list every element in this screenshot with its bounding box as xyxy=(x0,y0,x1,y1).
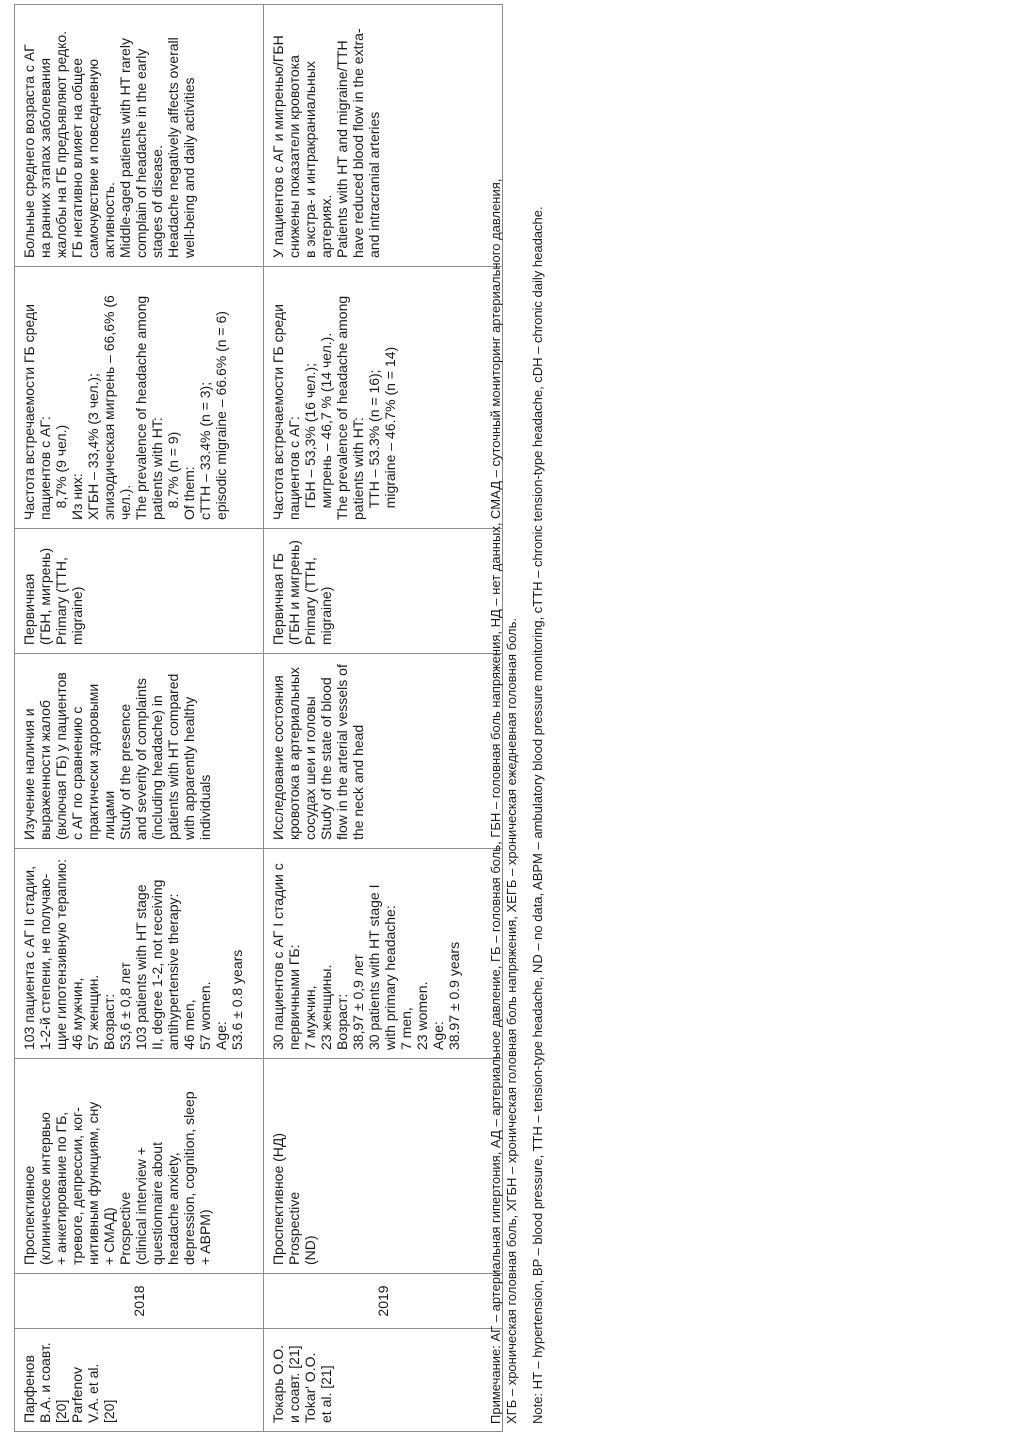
frequency-cell: Частота встречаемости ГБ среди пациентов с АГ: ГБН – 53,3% (16 чел.); мигрень – 46,7 % (14 чел.). The prevalence of headache among patients with HT: TTH – 53.3% (n = 16); migraine – 46.7% (n = 14) xyxy=(264,267,503,529)
aim-cell: Исследование состояния кровотока в артериальных сосудах шеи и головы Study of the state of blood flow in the arterial vessels of the neck and head xyxy=(264,654,503,849)
studies-table xyxy=(14,4,503,1432)
headache-type-cell: Первичная (ГБН, мигрень) Primary (TTH, migraine) xyxy=(15,529,264,654)
design-cell: Проспективное (НД) Prospective (ND) xyxy=(264,1059,503,1274)
note-ru: Примечание: АГ – артериальная гипертония, АД – артериальное давление, ГБ – головная боль, ГБН – головная боль напряжения, НД – нет данных, СМАД – суточный мониторинг артериального давления, ХГБ – хроническая головная боль, ХГБН – хроническая головная боль напряжения, ХЕГБ – хроническая ежедневная головная боль. xyxy=(488,178,519,1424)
conclusion-cell: Больные среднего возраста с АГ на ранних этапах заболевания жалобы на ГБ предъявляют редко. ГБ негативно влияет на общее самочувствие и повседневную активность. Middle-aged patients with HT rarely complain of headache in the early stages of disease. Headache negatively affects overall well-being and daily activities xyxy=(15,5,264,267)
table-row xyxy=(264,5,503,1432)
note-en: Note: HT – hypertension, BP – blood pressure, TTH – tension-type headache, ND – no data, ABPM – ambulatory blood pressure monitoring, cTTH – chronic tension-type headache, cDH – chronic daily headache. xyxy=(530,206,545,1424)
sample-cell: 30 пациентов с АГ I стадии с первичными ГБ: 7 мужчин, 23 женщины. Возраст: 38,97 ± 0,9 лет 30 patients with HT stage I with primary headache: 7 men, 23 women. Age: 38.97 ± 0.9 years xyxy=(264,849,503,1059)
headache-type-cell: Первичная ГБ (ГБН и мигрень) Primary (TTH, migraine) xyxy=(264,529,503,654)
table-row xyxy=(15,5,264,1432)
year-cell: 2018 xyxy=(15,1274,264,1329)
year-cell: 2019 xyxy=(264,1274,503,1329)
conclusion-cell: У пациентов с АГ и мигренью/ГБН снижены показатели кровотока в экстра- и интракраниальных артериях. Patients with HT and migraine/TTH have reduced blood flow in the extra- and intracranial arteries xyxy=(264,5,503,267)
aim-cell: Изучение наличия и выраженности жалоб (включая ГБ) у пациентов с АГ по сравнению с практически здоровыми лицами Study of the presence and severity of complaints (including headache) in patients with HT compared with apparently healthy individuals xyxy=(15,654,264,849)
sample-cell: 103 пациента с АГ II стадии, 1-2-й степени, не получаю- щие гипотензивную терапию: 46 мужчин, 57 женщин. Возраст: 53,6 ± 0,8 лет 103 patients with HT stage II, degree 1-2, not receiving antihypertensive therapy: 46 men, 57 women. Age: 53.6 ± 0.8 years xyxy=(15,849,264,1059)
author-cell: Парфенов В.А. и соавт. [20] Parfenov V.A. et al. [20] xyxy=(15,1329,264,1432)
table-notes xyxy=(488,4,552,1424)
frequency-cell: Частота встречаемости ГБ среди пациентов с АГ: 8,7% (9 чел.) Из них: ХГБН – 33,4% (3 чел.); эпизодическая мигрень – 66,6% (6 чел.). The prevalence of headache among patients with HT: 8.7% (n = 9) Of them: cTTH – 33.4% (n = 3); episodic migraine – 66.6% (n = 6) xyxy=(15,267,264,529)
design-cell: Проспективное (клиническое интервью + анкетирование по ГБ, тревоге, депрессии, ког- нитивным функциям, сну + СМАД) Prospective (clinical interview + questionnaire about headache anxiety, depression, cognition, sleep + ABPM) xyxy=(15,1059,264,1274)
author-cell: Токарь О.О. и соавт. [21] Tokar' O.O. et al. [21] xyxy=(264,1329,503,1432)
